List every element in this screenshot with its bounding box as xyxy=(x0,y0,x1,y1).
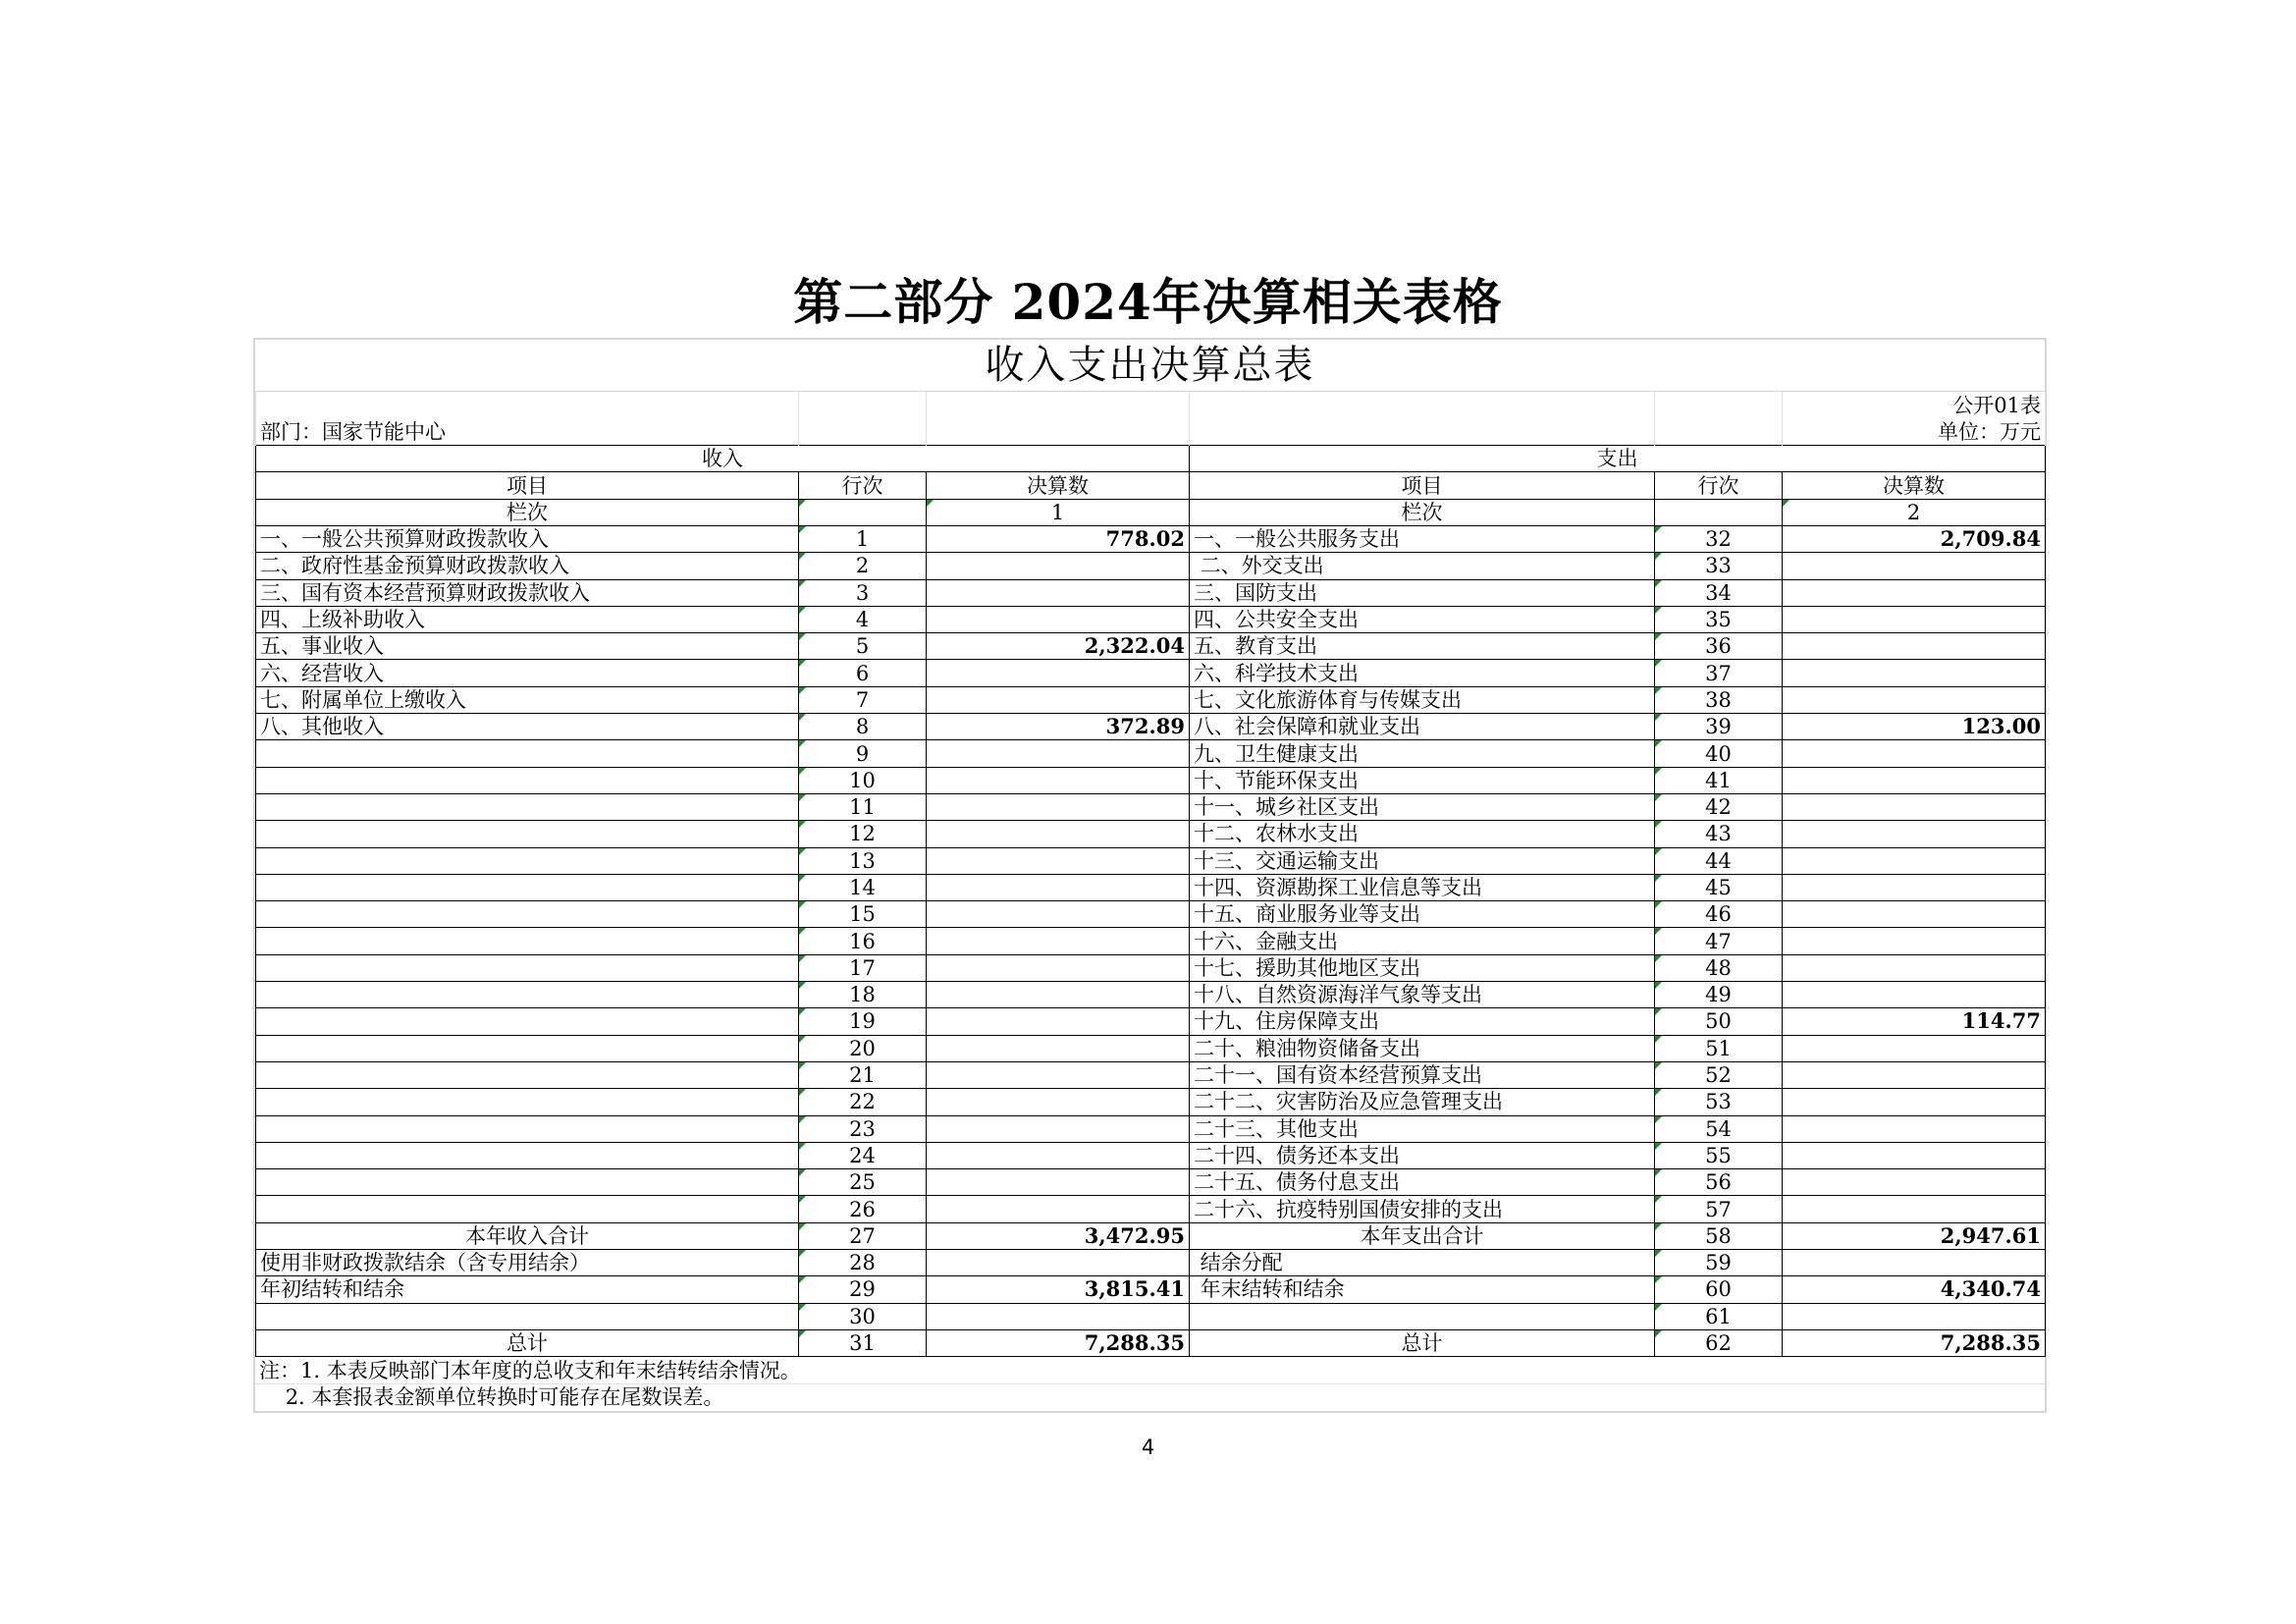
income-item-cell xyxy=(256,740,799,767)
expense-amount-cell xyxy=(1783,821,2046,847)
income-amount-cell xyxy=(927,874,1190,900)
expense-amount-cell: 4,340.74 xyxy=(1783,1276,2046,1303)
expense-row-no-cell: 49 xyxy=(1655,982,1783,1008)
table-row xyxy=(256,821,2046,847)
income-row-no-cell: 1 xyxy=(799,525,927,552)
income-amount-cell xyxy=(927,1115,1190,1142)
expense-amount-cell: 114.77 xyxy=(1783,1008,2046,1035)
note-row xyxy=(255,1357,2045,1383)
expense-row-no-cell: 39 xyxy=(1655,714,1783,740)
income-column-number: 1 xyxy=(927,499,1190,525)
expense-amount-cell xyxy=(1783,553,2046,579)
expense-item-cell: 十六、金融支出 xyxy=(1190,928,1655,954)
table-row xyxy=(256,1329,2046,1356)
expense-row-no-cell: 42 xyxy=(1655,793,1783,820)
income-row-no-cell: 22 xyxy=(799,1089,927,1115)
table-row xyxy=(256,579,2046,606)
expense-amount-cell xyxy=(1783,660,2046,686)
report-sheet xyxy=(253,338,2047,1413)
expense-item-cell: 结余分配 xyxy=(1190,1250,1655,1276)
expense-item-cell: 四、公共安全支出 xyxy=(1190,606,1655,632)
income-item-cell xyxy=(256,1115,799,1142)
income-row-no-cell: 15 xyxy=(799,901,927,928)
expense-row-no-cell: 62 xyxy=(1655,1329,1783,1356)
expense-row-no-cell: 51 xyxy=(1655,1035,1783,1061)
expense-amount-cell xyxy=(1783,847,2046,874)
income-row-no-cell: 7 xyxy=(799,686,927,713)
note-row xyxy=(255,1383,2045,1410)
income-item-cell xyxy=(256,982,799,1008)
expense-amount-cell xyxy=(1783,1035,2046,1061)
income-amount-cell xyxy=(927,982,1190,1008)
expense-row-no-cell: 55 xyxy=(1655,1142,1783,1168)
income-item-cell: 年初结转和结余 xyxy=(256,1276,799,1303)
income-amount-cell xyxy=(927,1250,1190,1276)
expense-amount-cell xyxy=(1783,1169,2046,1196)
expense-item-cell: 八、社会保障和就业支出 xyxy=(1190,714,1655,740)
expense-item-cell: 十一、城乡社区支出 xyxy=(1190,793,1655,820)
expense-amount-cell xyxy=(1783,740,2046,767)
expense-amount-cell xyxy=(1783,579,2046,606)
expense-row-no-cell: 47 xyxy=(1655,928,1783,954)
income-row-no-cell: 11 xyxy=(799,793,927,820)
income-amount-header: 决算数 xyxy=(927,472,1190,499)
expense-row-no-cell: 41 xyxy=(1655,767,1783,793)
expense-row-no-cell: 54 xyxy=(1655,1115,1783,1142)
income-amount-cell xyxy=(927,1303,1190,1329)
expense-item-cell: 十二、农林水支出 xyxy=(1190,821,1655,847)
expense-item-cell: 五、教育支出 xyxy=(1190,633,1655,660)
expense-item-cell: 六、科学技术支出 xyxy=(1190,660,1655,686)
income-amount-cell xyxy=(927,1169,1190,1196)
income-row-no-cell: 16 xyxy=(799,928,927,954)
income-amount-cell: 778.02 xyxy=(927,525,1190,552)
expense-row-no-cell: 40 xyxy=(1655,740,1783,767)
form-code: 公开01表 xyxy=(1783,392,2046,418)
income-amount-cell xyxy=(927,579,1190,606)
income-amount-cell xyxy=(927,821,1190,847)
expense-amount-cell xyxy=(1783,793,2046,820)
income-item-cell: 本年收入合计 xyxy=(256,1222,799,1249)
table-row xyxy=(256,1089,2046,1115)
income-row-no-cell: 14 xyxy=(799,874,927,900)
table-row xyxy=(256,928,2046,954)
expense-item-cell: 二十四、债务还本支出 xyxy=(1190,1142,1655,1168)
income-amount-cell xyxy=(927,793,1190,820)
income-item-cell xyxy=(256,767,799,793)
expense-item-cell: 十九、住房保障支出 xyxy=(1190,1008,1655,1035)
income-row-no-cell: 12 xyxy=(799,821,927,847)
expense-item-cell: 二、外交支出 xyxy=(1190,553,1655,579)
expense-section-header: 支出 xyxy=(1190,446,2046,472)
expense-item-cell: 本年支出合计 xyxy=(1190,1222,1655,1249)
income-item-cell: 五、事业收入 xyxy=(256,633,799,660)
income-row-no-cell: 23 xyxy=(799,1115,927,1142)
income-item-cell xyxy=(256,793,799,820)
expense-row-no-cell: 36 xyxy=(1655,633,1783,660)
table-row xyxy=(256,1035,2046,1061)
income-amount-cell xyxy=(927,847,1190,874)
income-row-no-cell: 20 xyxy=(799,1035,927,1061)
income-amount-cell xyxy=(927,767,1190,793)
income-item-cell xyxy=(256,1169,799,1196)
income-amount-cell: 372.89 xyxy=(927,714,1190,740)
table-row xyxy=(256,553,2046,579)
expense-amount-cell xyxy=(1783,1061,2046,1088)
expense-item-cell: 十八、自然资源海洋气象等支出 xyxy=(1190,982,1655,1008)
income-amount-cell xyxy=(927,954,1190,981)
income-amount-cell xyxy=(927,1035,1190,1061)
expense-column-number: 2 xyxy=(1783,499,2046,525)
income-amount-cell xyxy=(927,1061,1190,1088)
table-row xyxy=(256,954,2046,981)
expense-row-no-cell: 37 xyxy=(1655,660,1783,686)
expense-row-no-cell: 33 xyxy=(1655,553,1783,579)
expense-amount-cell xyxy=(1783,633,2046,660)
expense-amount-cell xyxy=(1783,874,2046,900)
expense-item-cell xyxy=(1190,1303,1655,1329)
income-row-no-cell: 3 xyxy=(799,579,927,606)
income-row-no-cell: 2 xyxy=(799,553,927,579)
income-item-cell xyxy=(256,954,799,981)
income-item-cell xyxy=(256,1142,799,1168)
notes xyxy=(255,1357,2045,1411)
expense-row-no-header: 行次 xyxy=(1655,472,1783,499)
expense-row-no-cell: 43 xyxy=(1655,821,1783,847)
table-row xyxy=(256,714,2046,740)
income-row-no-cell: 26 xyxy=(799,1196,927,1222)
expense-amount-cell: 123.00 xyxy=(1783,714,2046,740)
income-amount-cell xyxy=(927,1089,1190,1115)
expense-column-blank xyxy=(1655,499,1783,525)
income-row-no-cell: 5 xyxy=(799,633,927,660)
income-row-no-cell: 30 xyxy=(799,1303,927,1329)
income-amount-cell: 2,322.04 xyxy=(927,633,1190,660)
table-row xyxy=(256,686,2046,713)
expense-amount-header: 决算数 xyxy=(1783,472,2046,499)
expense-item-cell: 年末结转和结余 xyxy=(1190,1276,1655,1303)
income-item-cell: 三、国有资本经营预算财政拨款收入 xyxy=(256,579,799,606)
expense-item-header: 项目 xyxy=(1190,472,1655,499)
expense-item-cell: 总计 xyxy=(1190,1329,1655,1356)
expense-amount-cell xyxy=(1783,1142,2046,1168)
column-number-row xyxy=(256,499,2046,525)
table-row xyxy=(256,633,2046,660)
expense-item-cell: 十、节能环保支出 xyxy=(1190,767,1655,793)
unit-label: 单位：万元 xyxy=(1783,418,2046,445)
table-row xyxy=(256,1303,2046,1329)
income-amount-cell xyxy=(927,1008,1190,1035)
income-item-cell xyxy=(256,901,799,928)
income-row-no-cell: 27 xyxy=(799,1222,927,1249)
table-row xyxy=(256,660,2046,686)
income-item-cell xyxy=(256,1303,799,1329)
expense-column-label: 栏次 xyxy=(1190,499,1655,525)
expense-row-no-cell: 48 xyxy=(1655,954,1783,981)
expense-amount-cell xyxy=(1783,982,2046,1008)
expense-item-cell: 十五、商业服务业等支出 xyxy=(1190,901,1655,928)
expense-amount-cell xyxy=(1783,1196,2046,1222)
table-row xyxy=(256,767,2046,793)
income-row-no-cell: 25 xyxy=(799,1169,927,1196)
income-item-cell xyxy=(256,1089,799,1115)
expense-amount-cell xyxy=(1783,767,2046,793)
table-row xyxy=(256,525,2046,552)
expense-amount-cell: 7,288.35 xyxy=(1783,1329,2046,1356)
income-amount-cell: 3,815.41 xyxy=(927,1276,1190,1303)
expense-amount-cell: 2,947.61 xyxy=(1783,1222,2046,1249)
income-row-no-cell: 28 xyxy=(799,1250,927,1276)
expense-item-cell: 十七、援助其他地区支出 xyxy=(1190,954,1655,981)
income-item-cell xyxy=(256,847,799,874)
expense-row-no-cell: 34 xyxy=(1655,579,1783,606)
expense-row-no-cell: 53 xyxy=(1655,1089,1783,1115)
expense-amount-cell xyxy=(1783,901,2046,928)
income-amount-cell xyxy=(927,901,1190,928)
income-row-no-cell: 4 xyxy=(799,606,927,632)
income-column-label: 栏次 xyxy=(256,499,799,525)
column-header-row xyxy=(256,472,2046,499)
table-row xyxy=(256,1115,2046,1142)
expense-item-cell: 二十六、抗疫特别国债安排的支出 xyxy=(1190,1196,1655,1222)
income-row-no-cell: 18 xyxy=(799,982,927,1008)
income-item-cell xyxy=(256,1035,799,1061)
table-row xyxy=(256,874,2046,900)
expense-amount-cell xyxy=(1783,1250,2046,1276)
income-row-no-cell: 21 xyxy=(799,1061,927,1088)
income-row-no-cell: 10 xyxy=(799,767,927,793)
income-item-cell: 七、附属单位上缴收入 xyxy=(256,686,799,713)
income-row-no-cell: 6 xyxy=(799,660,927,686)
income-section-header: 收入 xyxy=(256,446,1190,472)
income-item-cell xyxy=(256,1196,799,1222)
section-header-row xyxy=(256,446,2046,472)
expense-item-cell: 三、国防支出 xyxy=(1190,579,1655,606)
income-row-no-cell: 29 xyxy=(799,1276,927,1303)
expense-amount-cell xyxy=(1783,928,2046,954)
income-item-cell xyxy=(256,1008,799,1035)
table-title: 收入支出决算总表 xyxy=(255,340,2045,392)
form-code-row xyxy=(256,392,2046,418)
expense-amount-cell: 2,709.84 xyxy=(1783,525,2046,552)
department-label: 部门：国家节能中心 xyxy=(256,418,799,445)
income-item-cell xyxy=(256,821,799,847)
income-row-no-header: 行次 xyxy=(799,472,927,499)
expense-row-no-cell: 46 xyxy=(1655,901,1783,928)
table-row xyxy=(256,1222,2046,1249)
income-amount-cell xyxy=(927,1142,1190,1168)
income-row-no-cell: 9 xyxy=(799,740,927,767)
expense-amount-cell xyxy=(1783,1115,2046,1142)
income-row-no-cell: 8 xyxy=(799,714,927,740)
expense-row-no-cell: 57 xyxy=(1655,1196,1783,1222)
income-row-no-cell: 31 xyxy=(799,1329,927,1356)
expense-amount-cell xyxy=(1783,606,2046,632)
income-amount-cell xyxy=(927,553,1190,579)
income-row-no-cell: 24 xyxy=(799,1142,927,1168)
expense-item-cell: 七、文化旅游体育与传媒支出 xyxy=(1190,686,1655,713)
table-row xyxy=(256,1196,2046,1222)
income-item-cell xyxy=(256,874,799,900)
income-item-header: 项目 xyxy=(256,472,799,499)
expense-item-cell: 二十一、国有资本经营预算支出 xyxy=(1190,1061,1655,1088)
expense-item-cell: 九、卫生健康支出 xyxy=(1190,740,1655,767)
expense-row-no-cell: 44 xyxy=(1655,847,1783,874)
expense-amount-cell xyxy=(1783,954,2046,981)
table-row xyxy=(256,1250,2046,1276)
income-amount-cell xyxy=(927,740,1190,767)
table-row xyxy=(256,606,2046,632)
expense-row-no-cell: 59 xyxy=(1655,1250,1783,1276)
expense-item-cell: 二十二、灾害防治及应急管理支出 xyxy=(1190,1089,1655,1115)
table-row xyxy=(256,793,2046,820)
table-row xyxy=(256,1061,2046,1088)
expense-item-cell: 二十三、其他支出 xyxy=(1190,1115,1655,1142)
income-amount-cell: 3,472.95 xyxy=(927,1222,1190,1249)
expense-amount-cell xyxy=(1783,1089,2046,1115)
table-row xyxy=(256,1142,2046,1168)
income-item-cell: 八、其他收入 xyxy=(256,714,799,740)
table-row xyxy=(256,901,2046,928)
expense-row-no-cell: 50 xyxy=(1655,1008,1783,1035)
income-amount-cell xyxy=(927,660,1190,686)
income-row-no-cell: 17 xyxy=(799,954,927,981)
expense-amount-cell xyxy=(1783,686,2046,713)
table-row xyxy=(256,1008,2046,1035)
expense-item-cell: 二十、粮油物资储备支出 xyxy=(1190,1035,1655,1061)
income-row-no-cell: 19 xyxy=(799,1008,927,1035)
budget-table xyxy=(255,392,2046,1357)
income-row-no-cell: 13 xyxy=(799,847,927,874)
expense-row-no-cell: 45 xyxy=(1655,874,1783,900)
income-item-cell: 二、政府性基金预算财政拨款收入 xyxy=(256,553,799,579)
expense-row-no-cell: 35 xyxy=(1655,606,1783,632)
expense-row-no-cell: 32 xyxy=(1655,525,1783,552)
table-row xyxy=(256,847,2046,874)
expense-row-no-cell: 52 xyxy=(1655,1061,1783,1088)
income-item-cell: 四、上级补助收入 xyxy=(256,606,799,632)
income-amount-cell xyxy=(927,606,1190,632)
expense-row-no-cell: 60 xyxy=(1655,1276,1783,1303)
income-amount-cell xyxy=(927,1196,1190,1222)
income-item-cell: 一、一般公共预算财政拨款收入 xyxy=(256,525,799,552)
expense-row-no-cell: 38 xyxy=(1655,686,1783,713)
income-item-cell xyxy=(256,1061,799,1088)
page-title: 第二部分 2024年决算相关表格 xyxy=(793,273,1503,331)
expense-item-cell: 十四、资源勘探工业信息等支出 xyxy=(1190,874,1655,900)
note-text: 2. 本套报表金额单位转换时可能存在尾数误差。 xyxy=(255,1383,2045,1410)
table-row xyxy=(256,1276,2046,1303)
expense-row-no-cell: 58 xyxy=(1655,1222,1783,1249)
expense-item-cell: 十三、交通运输支出 xyxy=(1190,847,1655,874)
table-row xyxy=(256,982,2046,1008)
expense-row-no-cell: 61 xyxy=(1655,1303,1783,1329)
income-amount-cell: 7,288.35 xyxy=(927,1329,1190,1356)
income-column-blank xyxy=(799,499,927,525)
table-row xyxy=(256,740,2046,767)
expense-amount-cell xyxy=(1783,1303,2046,1329)
table-row xyxy=(256,1169,2046,1196)
income-item-cell: 总计 xyxy=(256,1329,799,1356)
income-item-cell: 六、经营收入 xyxy=(256,660,799,686)
income-item-cell: 使用非财政拨款结余（含专用结余） xyxy=(256,1250,799,1276)
income-amount-cell xyxy=(927,686,1190,713)
page-number: 4 xyxy=(1141,1435,1155,1459)
income-item-cell xyxy=(256,928,799,954)
expense-row-no-cell: 56 xyxy=(1655,1169,1783,1196)
income-amount-cell xyxy=(927,928,1190,954)
expense-item-cell: 一、一般公共服务支出 xyxy=(1190,525,1655,552)
note-text: 注：1. 本表反映部门本年度的总收支和年末结转结余情况。 xyxy=(259,1358,801,1382)
expense-item-cell: 二十五、债务付息支出 xyxy=(1190,1169,1655,1196)
department-row xyxy=(256,418,2046,445)
